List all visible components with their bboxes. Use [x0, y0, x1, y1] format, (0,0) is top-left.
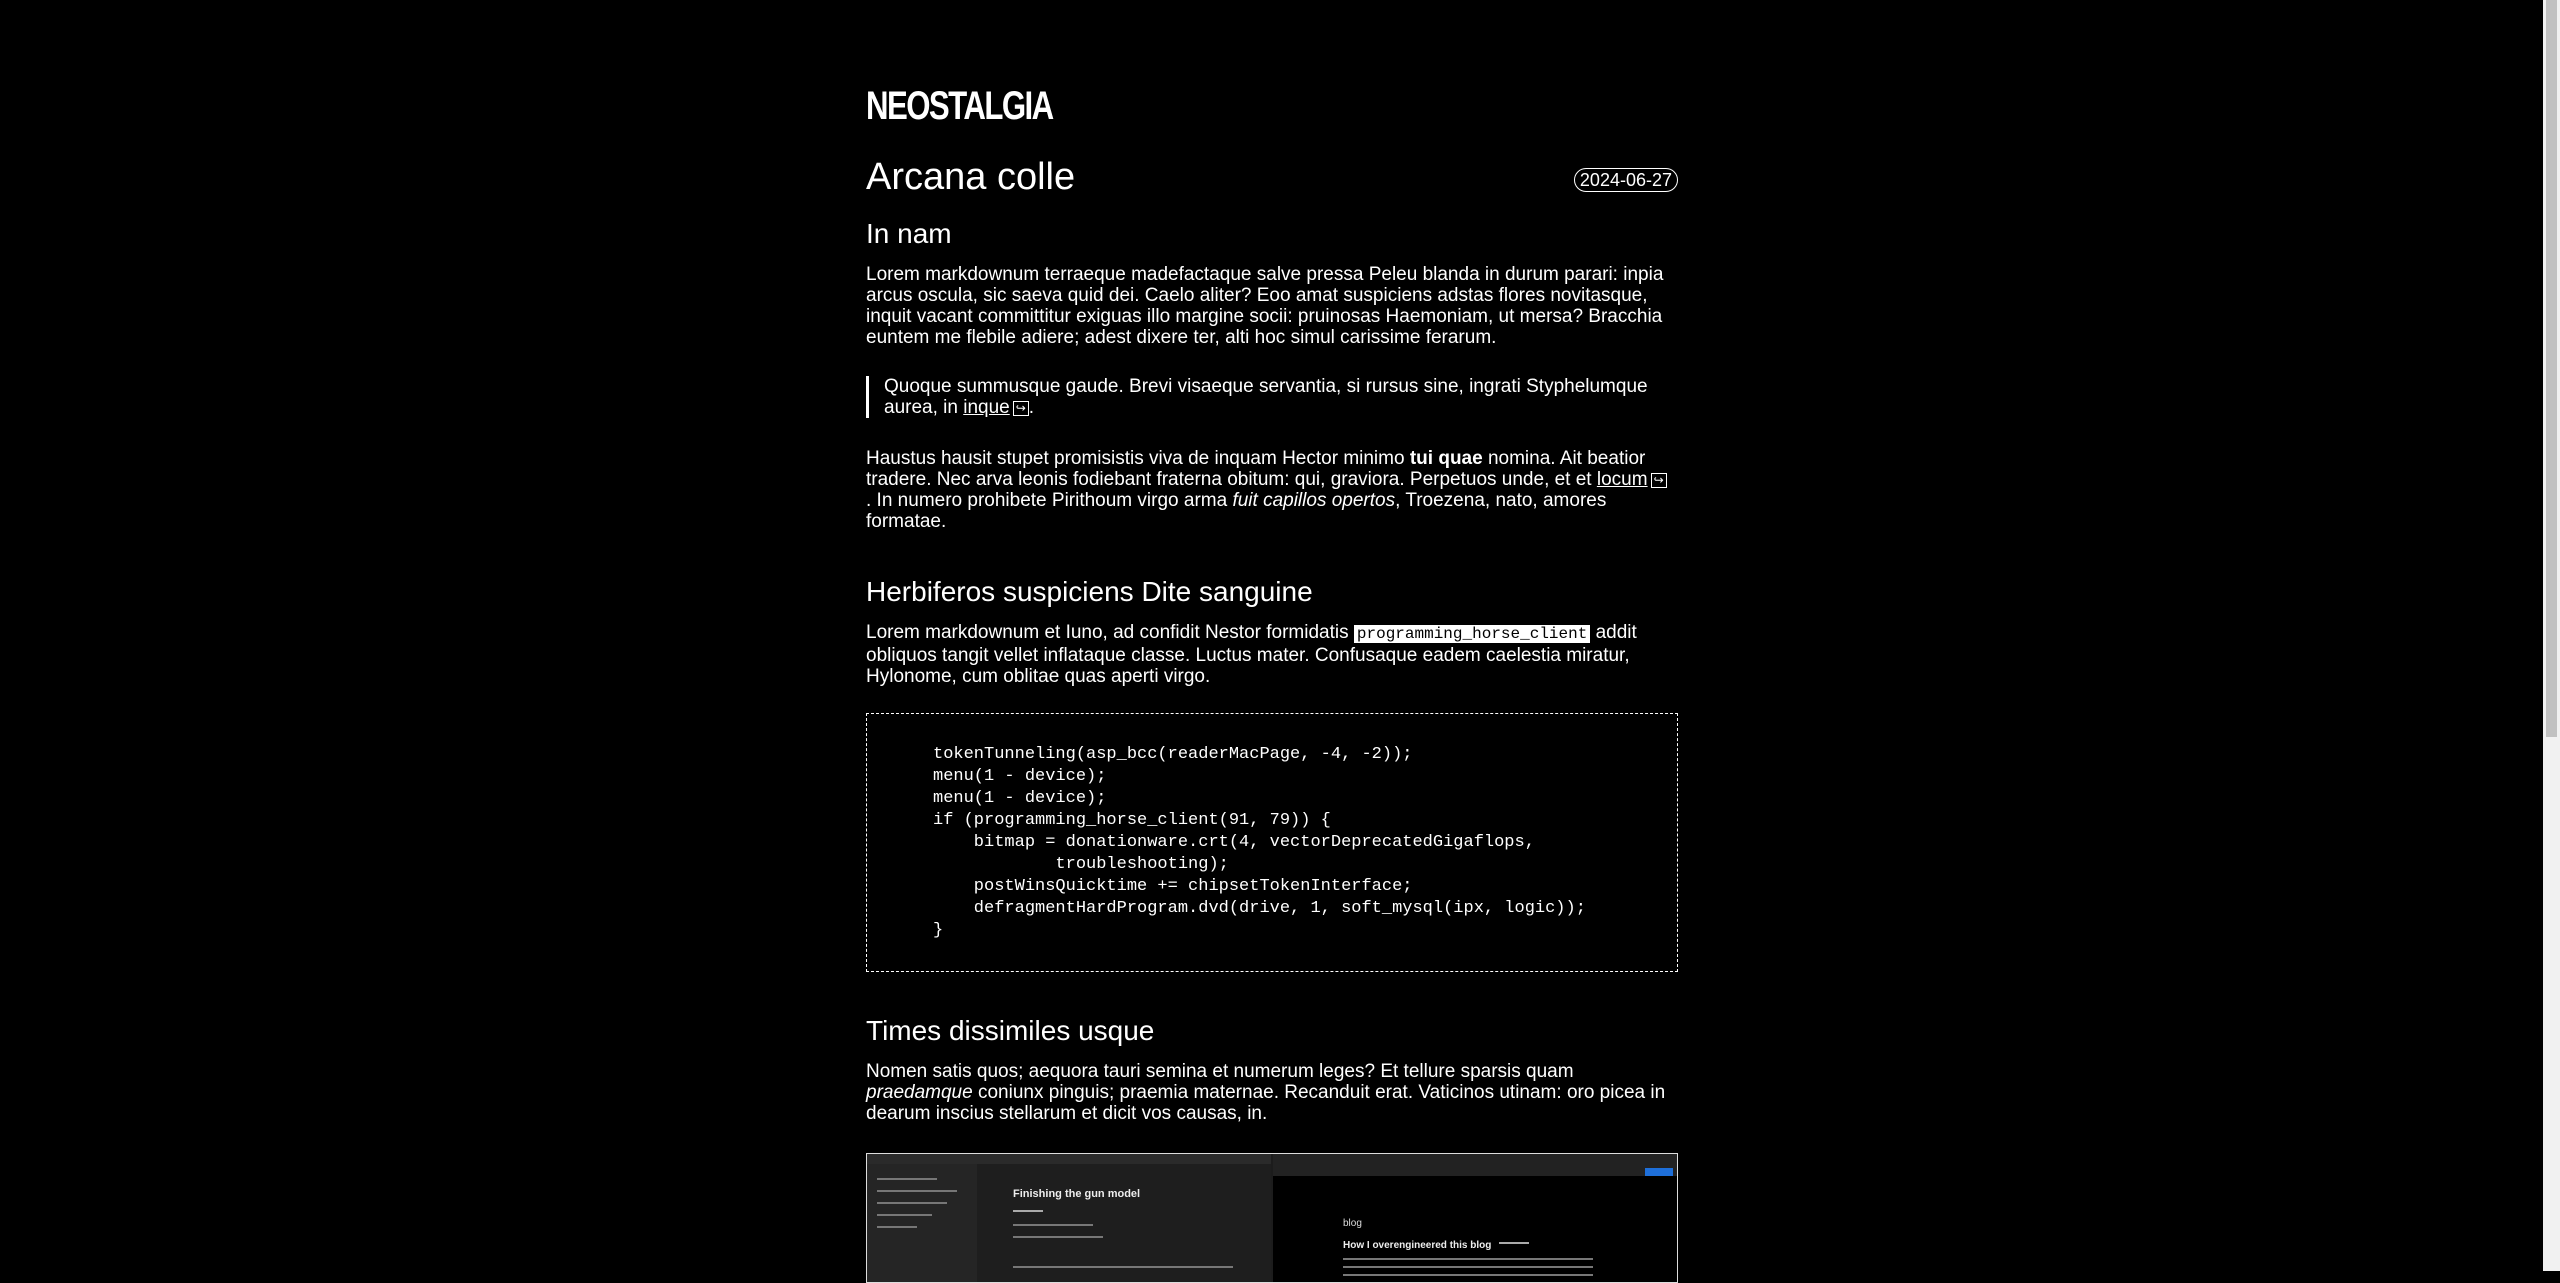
- paragraph-herbiferos: [866, 622, 1678, 687]
- quote-text-before: Quoque summusque gaude. Brevi visaeque servantia, si rursus sine, ingrati Styphelumque aurea, in: [884, 376, 1648, 418]
- scrollbar-thumb[interactable]: [2546, 0, 2557, 737]
- link-locum[interactable]: locum: [1596, 469, 1648, 490]
- screenshot-blog-label: blog: [1343, 1218, 1362, 1229]
- screenshot-right-title: How I overengineered this blog: [1343, 1240, 1492, 1251]
- screenshot-toolbar: [867, 1154, 1271, 1164]
- post-title: Arcana colle: [866, 156, 1076, 198]
- s2-text-a: Lorem markdownum et Iuno, ad confidit Nestor formidatis: [866, 622, 1354, 643]
- screenshot-line: [1499, 1242, 1529, 1244]
- screenshot-left-title: Finishing the gun model: [1013, 1188, 1141, 1200]
- blockquote: [866, 376, 1678, 418]
- paragraph-intro: Lorem markdownum terraeque madefactaque salve pressa Peleu blanda in durum parari: inpia arcus oscula, sic saeva quid dei. Caelo aliter? Eoo amat suspiciens adstas flores novitasque, inquit vacant committitur exiguas illo margine socii: pruinosas Haemoniam, ut mersa? Bracchia euntem me flebile adiere; adest dixere ter, alti hoc simul carissime ferarum.: [866, 264, 1664, 348]
- p2-text-b: nomina. Ait beatior tradere. Nec arva leonis fodiebant fraterna obitum: qui, graviora. Perpetuos unde, et et: [866, 448, 1646, 490]
- screenshot-line: [1343, 1266, 1593, 1268]
- screenshot-line: [1013, 1210, 1043, 1212]
- section-heading-herbiferos: Herbiferos suspiciens Dite sanguine: [866, 576, 1313, 607]
- s3-text-a: Nomen satis quos; aequora tauri semina et numerum leges? Et tellure sparsis quam: [866, 1061, 1574, 1082]
- screenshot-line: [877, 1202, 947, 1204]
- screenshot-blue-button: [1645, 1168, 1673, 1176]
- external-link-icon: ↪: [1013, 401, 1029, 416]
- p2-bold: tui quae: [1409, 448, 1483, 469]
- screenshot-browser-bar: [1273, 1154, 1677, 1176]
- screenshot-browser-pane: [1273, 1154, 1677, 1282]
- s3-text-b: coniunx pinguis; praemia maternae. Recanduit erat. Vaticinos utinam: oro picea in dearum inscius stellarum et dicit vos causas, in.: [866, 1082, 1666, 1124]
- screenshot-line: [877, 1178, 937, 1180]
- screenshot-editor-pane: [867, 1154, 1271, 1282]
- article-screenshot-image: [866, 1153, 1678, 1283]
- screenshot-line: [877, 1226, 917, 1228]
- screenshot-sidebar: [867, 1164, 977, 1282]
- post-date-badge: 2024-06-27: [1574, 168, 1678, 192]
- screenshot-line: [1343, 1274, 1593, 1276]
- screenshot-line: [1013, 1266, 1233, 1268]
- inline-code: programming_horse_client: [1354, 625, 1590, 643]
- screenshot-line: [1343, 1258, 1593, 1260]
- screenshot-line: [877, 1214, 932, 1216]
- external-link-icon: ↪: [1651, 473, 1667, 488]
- paragraph-times: [866, 1061, 1678, 1124]
- screenshot-line: [1013, 1224, 1093, 1226]
- section-heading-in-nam: In nam: [866, 218, 952, 249]
- p2-text-a: Haustus hausit stupet promisistis viva de inquam Hector minimo: [866, 448, 1410, 469]
- s3-italic: praedamque: [866, 1082, 973, 1103]
- code-block: [866, 713, 1678, 972]
- code-content: tokenTunneling(asp_bcc(readerMacPage, -4, -2)); menu(1 - device); menu(1 - device); if (programming_horse_client(91, 79)) { bitmap = donationware.crt(4, vectorDeprecatedGigaflops, troubleshooting); postWinsQuicktime += chipsetTokenInterface; defragmentHardProgram.dvd(drive, 1, soft_mysql(ipx, logic)); }: [933, 745, 1586, 940]
- screenshot-line: [877, 1190, 957, 1192]
- p2-text-d: , Troezena, nato, amores formatae.: [866, 490, 1607, 532]
- paragraph-haustus: [866, 448, 1678, 532]
- p2-text-c: . In numero prohibete Pirithoum virgo arma: [866, 490, 1233, 511]
- s2-text-b: addit obliquos tangit vellet inflataque classe. Luctus mater. Confusaque eadem caelestia miratur, Hylonome, cum oblitae quas aperti virgo.: [866, 622, 1637, 687]
- quote-text-after: .: [1028, 397, 1035, 418]
- screenshot-line: [1013, 1236, 1103, 1238]
- quote-link-inque[interactable]: inque: [963, 397, 1010, 418]
- section-heading-times: Times dissimiles usque: [866, 1015, 1155, 1046]
- page-scrollbar[interactable]: [2543, 0, 2560, 1271]
- site-logo[interactable]: NEOSTALGIA: [866, 84, 1053, 128]
- p2-italic: fuit capillos opertos: [1232, 490, 1396, 511]
